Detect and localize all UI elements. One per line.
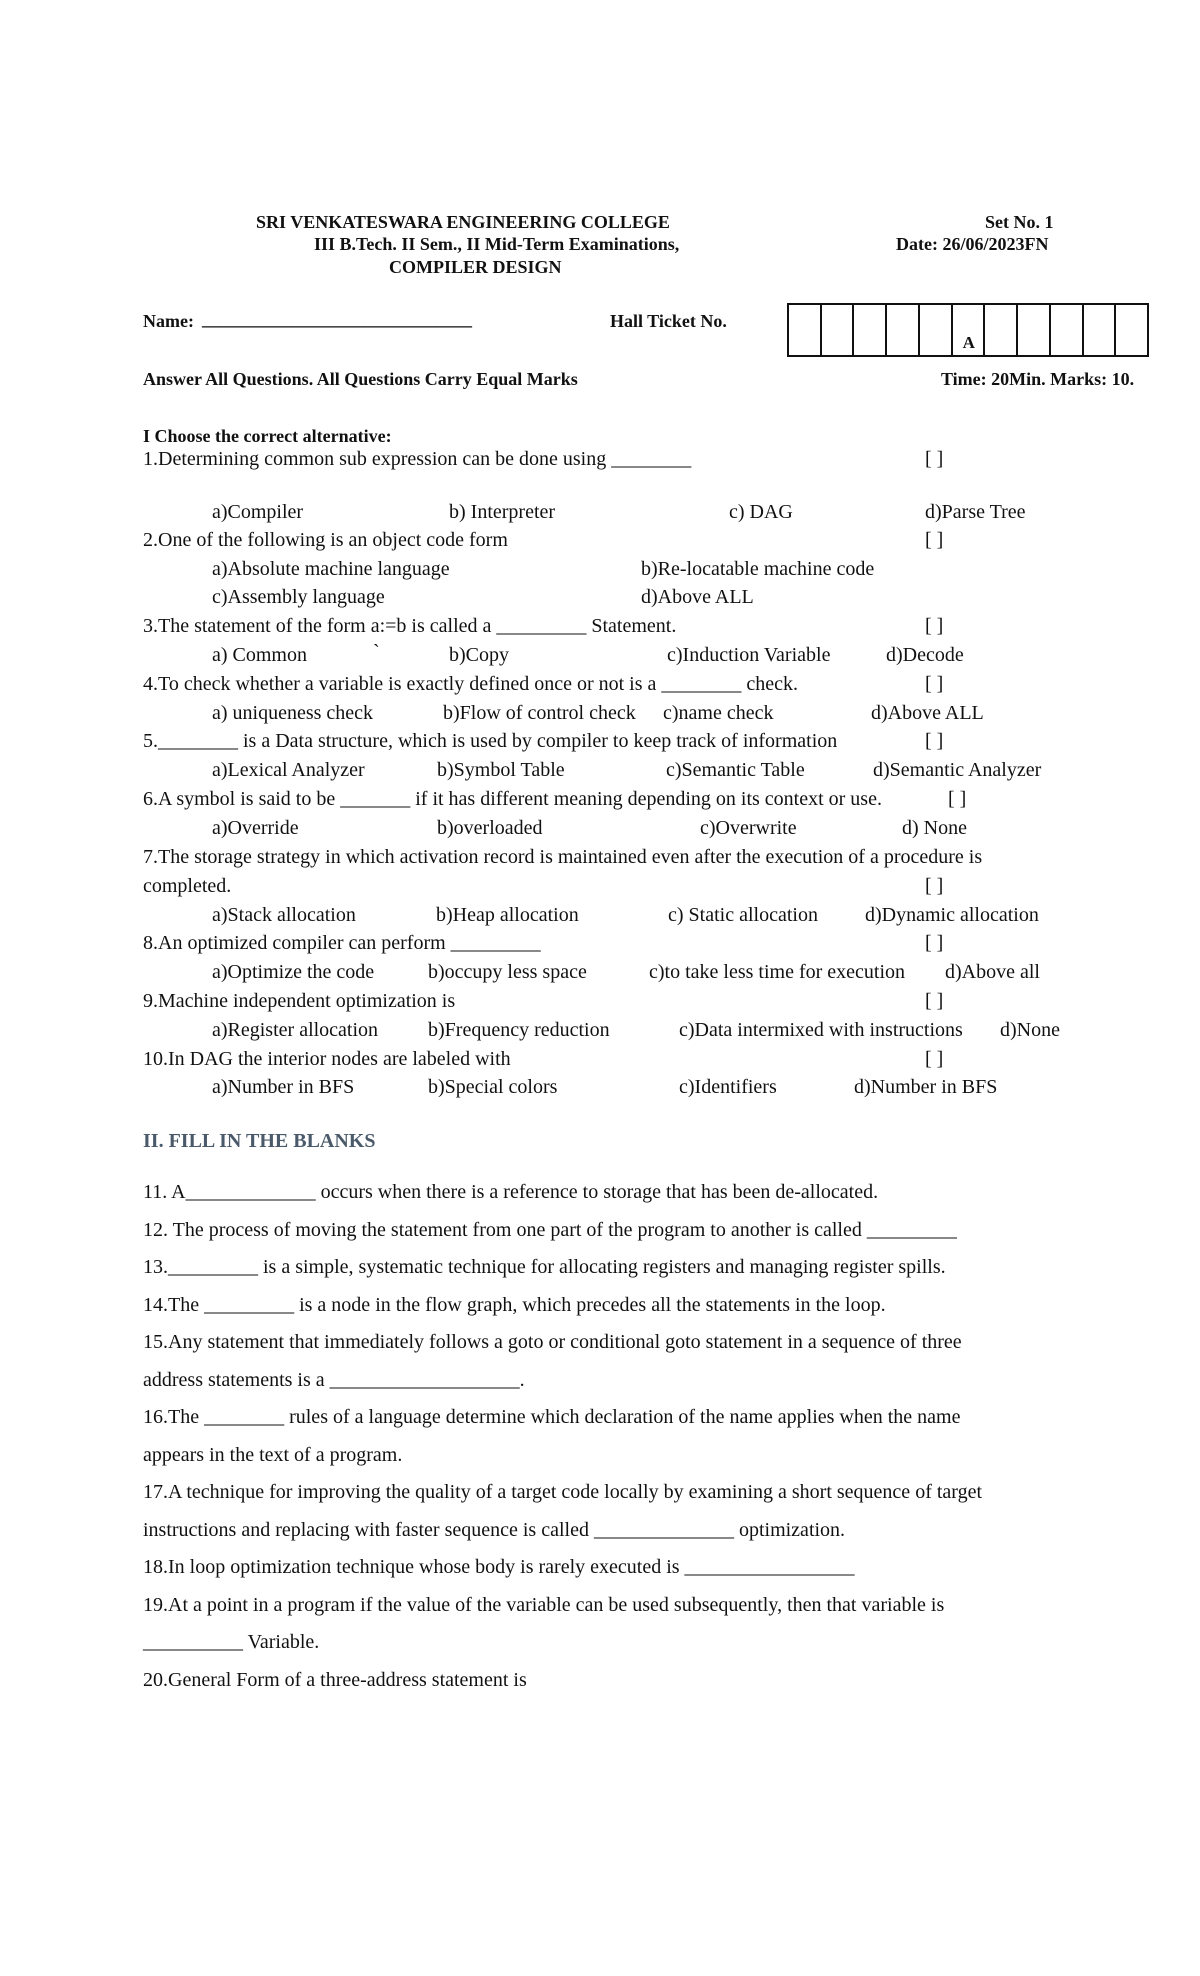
option-d[interactable]: d)Dynamic allocation	[865, 904, 1039, 926]
hall-ticket-cell[interactable]	[789, 305, 822, 355]
answer-bracket[interactable]: [ ]	[925, 730, 944, 752]
fill-blank-line: 12. The process of moving the statement from one part of the program to another is called _________	[143, 1219, 957, 1241]
option-a[interactable]: a)Number in BFS	[212, 1076, 355, 1098]
option-a[interactable]: a)Compiler	[212, 501, 304, 523]
fill-blank-line: 17.A technique for improving the quality of a target code locally by examining a short sequence of target	[143, 1481, 983, 1503]
option-c[interactable]: c)Data intermixed with instructions	[679, 1019, 963, 1041]
option-b[interactable]: b)Symbol Table	[437, 759, 565, 781]
fill-blank-line: 16.The ________ rules of a language determine which declaration of the name applies when the name	[143, 1406, 961, 1428]
hall-ticket-cell[interactable]	[1116, 305, 1147, 355]
question-text: 8.An optimized compiler can perform _________	[143, 932, 541, 954]
option-d[interactable]: d)Above ALL	[641, 586, 754, 608]
option-c[interactable]: c)Assembly language	[212, 586, 385, 608]
college-name: SRI VENKATESWARA ENGINEERING COLLEGE	[256, 212, 670, 232]
question-text: 5.________ is a Data structure, which is used by compiler to keep track of information	[143, 730, 838, 752]
option-a[interactable]: a)Stack allocation	[212, 904, 356, 926]
answer-bracket[interactable]: [ ]	[925, 875, 944, 897]
option-a[interactable]: a) uniqueness check	[212, 702, 374, 724]
answer-bracket[interactable]: [ ]	[925, 932, 944, 954]
question-text: 2.One of the following is an object code form	[143, 529, 508, 551]
option-a[interactable]: a)Override	[212, 817, 299, 839]
option-c[interactable]: c)Overwrite	[700, 817, 797, 839]
option-b[interactable]: b)Re-locatable machine code	[641, 558, 875, 580]
hall-ticket-boxes	[787, 303, 1149, 357]
option-b[interactable]: b) Interpreter	[449, 501, 556, 523]
option-b[interactable]: b)occupy less space	[428, 961, 587, 983]
option-c[interactable]: c)Identifiers	[679, 1076, 777, 1098]
question-text: 7.The storage strategy in which activation record is maintained even after the execution of a procedure is	[143, 846, 983, 868]
option-a[interactable]: a)Optimize the code	[212, 961, 375, 983]
option-b[interactable]: b)Frequency reduction	[428, 1019, 610, 1041]
answer-bracket[interactable]: [ ]	[925, 990, 944, 1012]
fill-blank-line: 14.The _________ is a node in the flow graph, which precedes all the statements in the loop.	[143, 1294, 886, 1316]
hall-ticket-cell[interactable]	[920, 305, 953, 355]
option-b[interactable]: b)Flow of control check	[443, 702, 636, 724]
option-a[interactable]: a) Common	[212, 644, 307, 666]
answer-bracket[interactable]: [ ]	[925, 448, 944, 470]
option-c[interactable]: c) DAG	[729, 501, 793, 523]
instructions-text: Answer All Questions. All Questions Carry Equal Marks	[143, 369, 578, 389]
fill-blank-line-cont: instructions and replacing with faster sequence is called ______________ optimization.	[143, 1519, 846, 1541]
question-text-cont: completed.	[143, 875, 232, 897]
stray-mark: `	[373, 641, 380, 663]
question-text: 10.In DAG the interior nodes are labeled with	[143, 1048, 511, 1070]
option-a[interactable]: a)Register allocation	[212, 1019, 379, 1041]
option-b[interactable]: b)Special colors	[428, 1076, 558, 1098]
fill-blank-line: 13._________ is a simple, systematic technique for allocating registers and managing register spills.	[143, 1256, 946, 1278]
fill-blank-line: 20.General Form of a three-address statement is	[143, 1669, 527, 1691]
set-number: Set No. 1	[985, 212, 1054, 232]
option-d[interactable]: d)Above ALL	[871, 702, 984, 724]
option-d[interactable]: d)Above all	[945, 961, 1040, 983]
hall-ticket-cell[interactable]	[1018, 305, 1051, 355]
option-d[interactable]: d)Number in BFS	[854, 1076, 998, 1098]
answer-bracket[interactable]: [ ]	[925, 1048, 944, 1070]
option-c[interactable]: c)to take less time for execution	[649, 961, 906, 983]
subject-title: COMPILER DESIGN	[389, 257, 562, 277]
question-text: 9.Machine independent optimization is	[143, 990, 456, 1012]
option-d[interactable]: d)Semantic Analyzer	[873, 759, 1042, 781]
hall-ticket-cell[interactable]	[1084, 305, 1117, 355]
answer-bracket[interactable]: [ ]	[925, 673, 944, 695]
hall-ticket-cell[interactable]	[1051, 305, 1084, 355]
section1-title: I Choose the correct alternative:	[143, 426, 392, 446]
option-c[interactable]: c)Semantic Table	[666, 759, 805, 781]
question-text: 6.A symbol is said to be _______ if it has different meaning depending on its context or use.	[143, 788, 882, 810]
option-a[interactable]: a)Absolute machine language	[212, 558, 450, 580]
option-b[interactable]: b)Heap allocation	[436, 904, 579, 926]
option-c[interactable]: c)Induction Variable	[667, 644, 831, 666]
answer-bracket[interactable]: [ ]	[925, 615, 944, 637]
option-b[interactable]: b)Copy	[449, 644, 509, 666]
option-d[interactable]: d)Decode	[886, 644, 964, 666]
option-c[interactable]: c) Static allocation	[668, 904, 818, 926]
answer-bracket[interactable]: [ ]	[925, 529, 944, 551]
hall-ticket-cell[interactable]	[854, 305, 887, 355]
option-d[interactable]: d)Parse Tree	[925, 501, 1026, 523]
question-text: 4.To check whether a variable is exactly defined once or not is a ________ check.	[143, 673, 799, 695]
exam-date: Date: 26/06/2023FN	[896, 234, 1049, 254]
option-d[interactable]: d)None	[1000, 1019, 1060, 1041]
hall-ticket-label: Hall Ticket No.	[610, 311, 727, 331]
option-a[interactable]: a)Lexical Analyzer	[212, 759, 365, 781]
answer-bracket[interactable]: [ ]	[948, 788, 967, 810]
hall-ticket-cell[interactable]	[822, 305, 855, 355]
hall-ticket-cell[interactable]	[887, 305, 920, 355]
hall-ticket-cell[interactable]	[985, 305, 1018, 355]
option-b[interactable]: b)overloaded	[437, 817, 543, 839]
fill-blank-line-cont: appears in the text of a program.	[143, 1444, 403, 1466]
option-d[interactable]: d) None	[902, 817, 967, 839]
fill-blank-line: 11. A_____________ occurs when there is a reference to storage that has been de-allocated.	[143, 1181, 879, 1203]
name-blank[interactable]: ______________________________	[202, 309, 472, 329]
question-text: 1.Determining common sub expression can be done using ________	[143, 448, 692, 470]
time-marks: Time: 20Min. Marks: 10.	[941, 369, 1135, 389]
question-text: 3.The statement of the form a:=b is called a _________ Statement.	[143, 615, 677, 637]
fill-blank-line: 18.In loop optimization technique whose body is rarely executed is _________________	[143, 1556, 855, 1578]
name-label: Name:	[143, 311, 194, 331]
exam-title: III B.Tech. II Sem., II Mid-Term Examinations,	[314, 234, 680, 254]
section2-title: II. FILL IN THE BLANKS	[143, 1130, 376, 1152]
fill-blank-line: 15.Any statement that immediately follows a goto or conditional goto statement in a sequence of three	[143, 1331, 962, 1353]
fill-blank-line: 19.At a point in a program if the value of the variable can be used subsequently, then that variable is	[143, 1594, 945, 1616]
option-c[interactable]: c)name check	[663, 702, 774, 724]
hall-ticket-cell[interactable]: A	[953, 305, 986, 355]
fill-blank-line-cont: __________ Variable.	[143, 1631, 320, 1653]
fill-blank-line-cont: address statements is a ___________________.	[143, 1369, 525, 1391]
